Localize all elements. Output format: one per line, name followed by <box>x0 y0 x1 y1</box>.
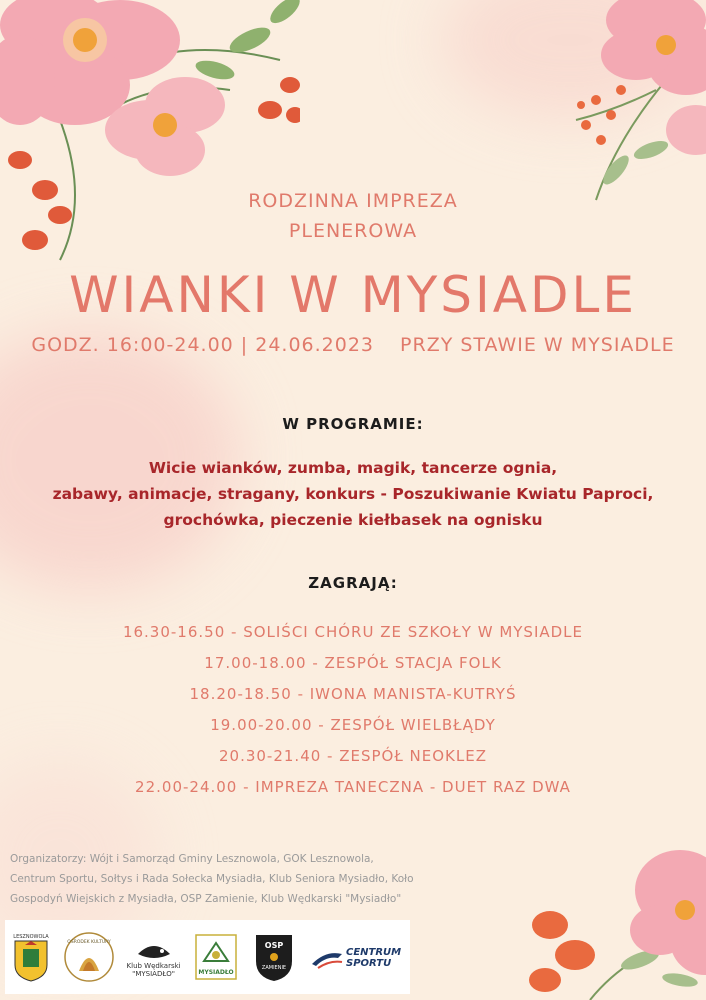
gmina-lesznowola-logo <box>11 931 51 983</box>
centrum-logo-line-2: SPORTU <box>346 958 392 969</box>
gok-logo-text: OŚRODEK KULTURY <box>67 940 111 945</box>
lineup-item: 22.00-24.00 - IMPREZA TANECZNA - DUET RAZ DWA <box>135 778 571 796</box>
centrum-sportu-logo <box>308 940 404 974</box>
program-heading: W PROGRAMIE: <box>282 415 424 433</box>
klub-wedkarski-logo <box>127 936 181 978</box>
lineup-item: 20.30-21.40 - ZESPÓŁ NEOKLEZ <box>218 747 488 765</box>
gmina-logo-text: LESZNOWOLA <box>13 934 49 940</box>
event-title: WIANKI W MYSIADLE <box>69 266 637 324</box>
organizers-line: Organizatorzy: Wójt i Samorząd Gminy Lesznowola, GOK Lesznowola, <box>10 853 374 865</box>
klub-logo-line-1: Klub Wędkarski <box>126 962 181 970</box>
flower-decoration-bottom-right <box>520 830 706 1000</box>
osp-logo-bottom-text: ZAMIENIE <box>262 965 287 971</box>
lineup-item: 18.20-18.50 - IWONA MANISTA-KUTRYŚ <box>189 685 517 703</box>
osp-logo-top-text: OSP <box>265 941 284 950</box>
lineup-item: 17.00-18.00 - ZESPÓŁ STACJA FOLK <box>204 654 502 672</box>
program-line: Wicie wianków, zumba, magik, tancerze ognia, <box>148 459 558 477</box>
event-subtitle <box>0 186 706 246</box>
lineup-heading: ZAGRAJĄ: <box>308 574 398 592</box>
event-venue: PRZY STAWIE W MYSIADLE <box>400 334 675 356</box>
program-line: grochówka, pieczenie kiełbasek na ognisku <box>163 511 543 529</box>
gok-lesznowola-logo <box>63 931 115 983</box>
klub-logo-line-2: "MYSIADŁO" <box>132 970 175 978</box>
subtitle-line-2: PLENEROWA <box>288 220 418 242</box>
subtitle-line-1: RODZINNA IMPREZA <box>248 190 458 212</box>
lineup-item: 16.30-16.50 - SOLIŚCI CHÓRU ZE SZKOŁY W MYSIADLE <box>122 623 584 641</box>
osp-zamienie-logo <box>252 931 296 983</box>
organizers-text <box>10 849 510 909</box>
lineup-item: 19.00-20.00 - ZESPÓŁ WIELBŁĄDY <box>210 716 496 734</box>
centrum-logo-line-1: CENTRUM <box>346 947 402 958</box>
sponsor-logos-strip <box>5 920 410 994</box>
event-time-date: GODZ. 16:00-24.00 | 24.06.2023 <box>31 334 375 356</box>
program-description <box>0 455 706 533</box>
organizers-line: Centrum Sportu, Sołtys i Rada Sołecka Mysiadła, Klub Seniora Mysiadło, Koło <box>10 873 414 885</box>
organizers-line: Gospodyń Wiejskich z Mysiadła, OSP Zamienie, Klub Wędkarski "Mysiadło" <box>10 893 402 905</box>
mysiadlo-logo-text: MYSIADŁO <box>198 969 235 976</box>
mysiadlo-logo <box>192 931 240 983</box>
program-line: zabawy, animacje, stragany, konkurs - Poszukiwanie Kwiatu Paproci, <box>52 485 654 503</box>
event-date-and-venue <box>0 334 706 356</box>
lineup-list <box>0 618 706 804</box>
